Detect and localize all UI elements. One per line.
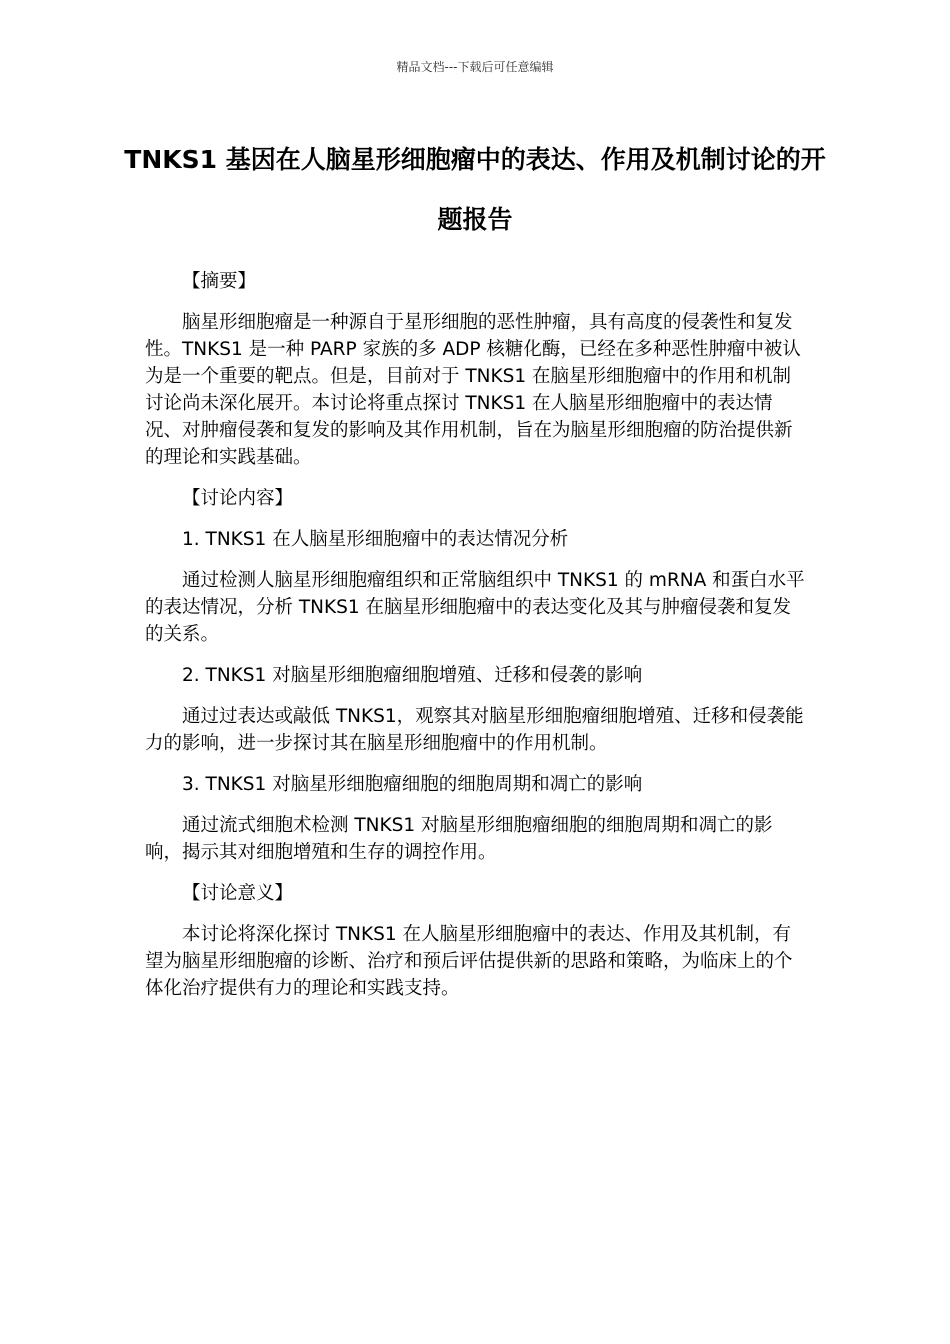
document-body bbox=[145, 268, 807, 1016]
content-item-3-heading: 3. TNKS1 对脑星形细胞瘤细胞的细胞周期和凋亡的影响 bbox=[182, 774, 643, 795]
document-title: TNKS1 基因在人脑星形细胞瘤中的表达、作用及机制讨论的开题报告 bbox=[124, 145, 826, 234]
content-label: 【讨论内容】 bbox=[182, 488, 294, 509]
content-item-3-text: 通过流式细胞术检测 TNKS1 对脑星形细胞瘤细胞的细胞周期和凋亡的影响，揭示其对细胞增殖和生存的调控作用。 bbox=[145, 815, 773, 863]
content-item-2-heading: 2. TNKS1 对脑星形细胞瘤细胞增殖、迁移和侵袭的影响 bbox=[182, 665, 643, 686]
significance-label: 【讨论意义】 bbox=[182, 883, 294, 904]
content-item-2-text: 通过过表达或敲低 TNKS1，观察其对脑星形细胞瘤细胞增殖、迁移和侵袭能力的影响，进一步探讨其在脑星形细胞瘤中的作用机制。 bbox=[145, 706, 804, 754]
page-header-note: 精品文档---下载后可任意编辑 bbox=[396, 60, 554, 74]
content-item-1-heading: 1. TNKS1 在人脑星形细胞瘤中的表达情况分析 bbox=[182, 529, 569, 550]
significance-text: 本讨论将深化探讨 TNKS1 在人脑星形细胞瘤中的表达、作用及其机制，有望为脑星形细胞瘤的诊断、治疗和预后评估提供新的思路和策略，为临床上的个体化治疗提供有力的理论和实践支持。 bbox=[145, 924, 793, 999]
content-item-1-text: 通过检测人脑星形细胞瘤组织和正常脑组织中 TNKS1 的 mRNA 和蛋白水平的表达情况，分析 TNKS1 在脑星形细胞瘤中的表达变化及其与肿瘤侵袭和复发的关系。 bbox=[145, 570, 805, 645]
abstract-label: 【摘要】 bbox=[182, 271, 257, 292]
abstract-text: 脑星形细胞瘤是一种源自于星形细胞的恶性肿瘤，具有高度的侵袭性和复发性。TNKS1 是一种 PARP 家族的多 ADP 核糖化酶，已经在多种恶性肿瘤中被认为是一个重要的靶点。但是，目前对于 TNKS1 在脑星形细胞瘤中的作用和机制讨论尚未深化展开。本讨论将重点探讨 TNKS1 在人脑星形细胞瘤中的表达情况、对肿瘤侵袭和复发的影响及其作用机制，旨在为脑星形细胞瘤的防治提供新的理论和实践基础。 bbox=[145, 312, 801, 468]
